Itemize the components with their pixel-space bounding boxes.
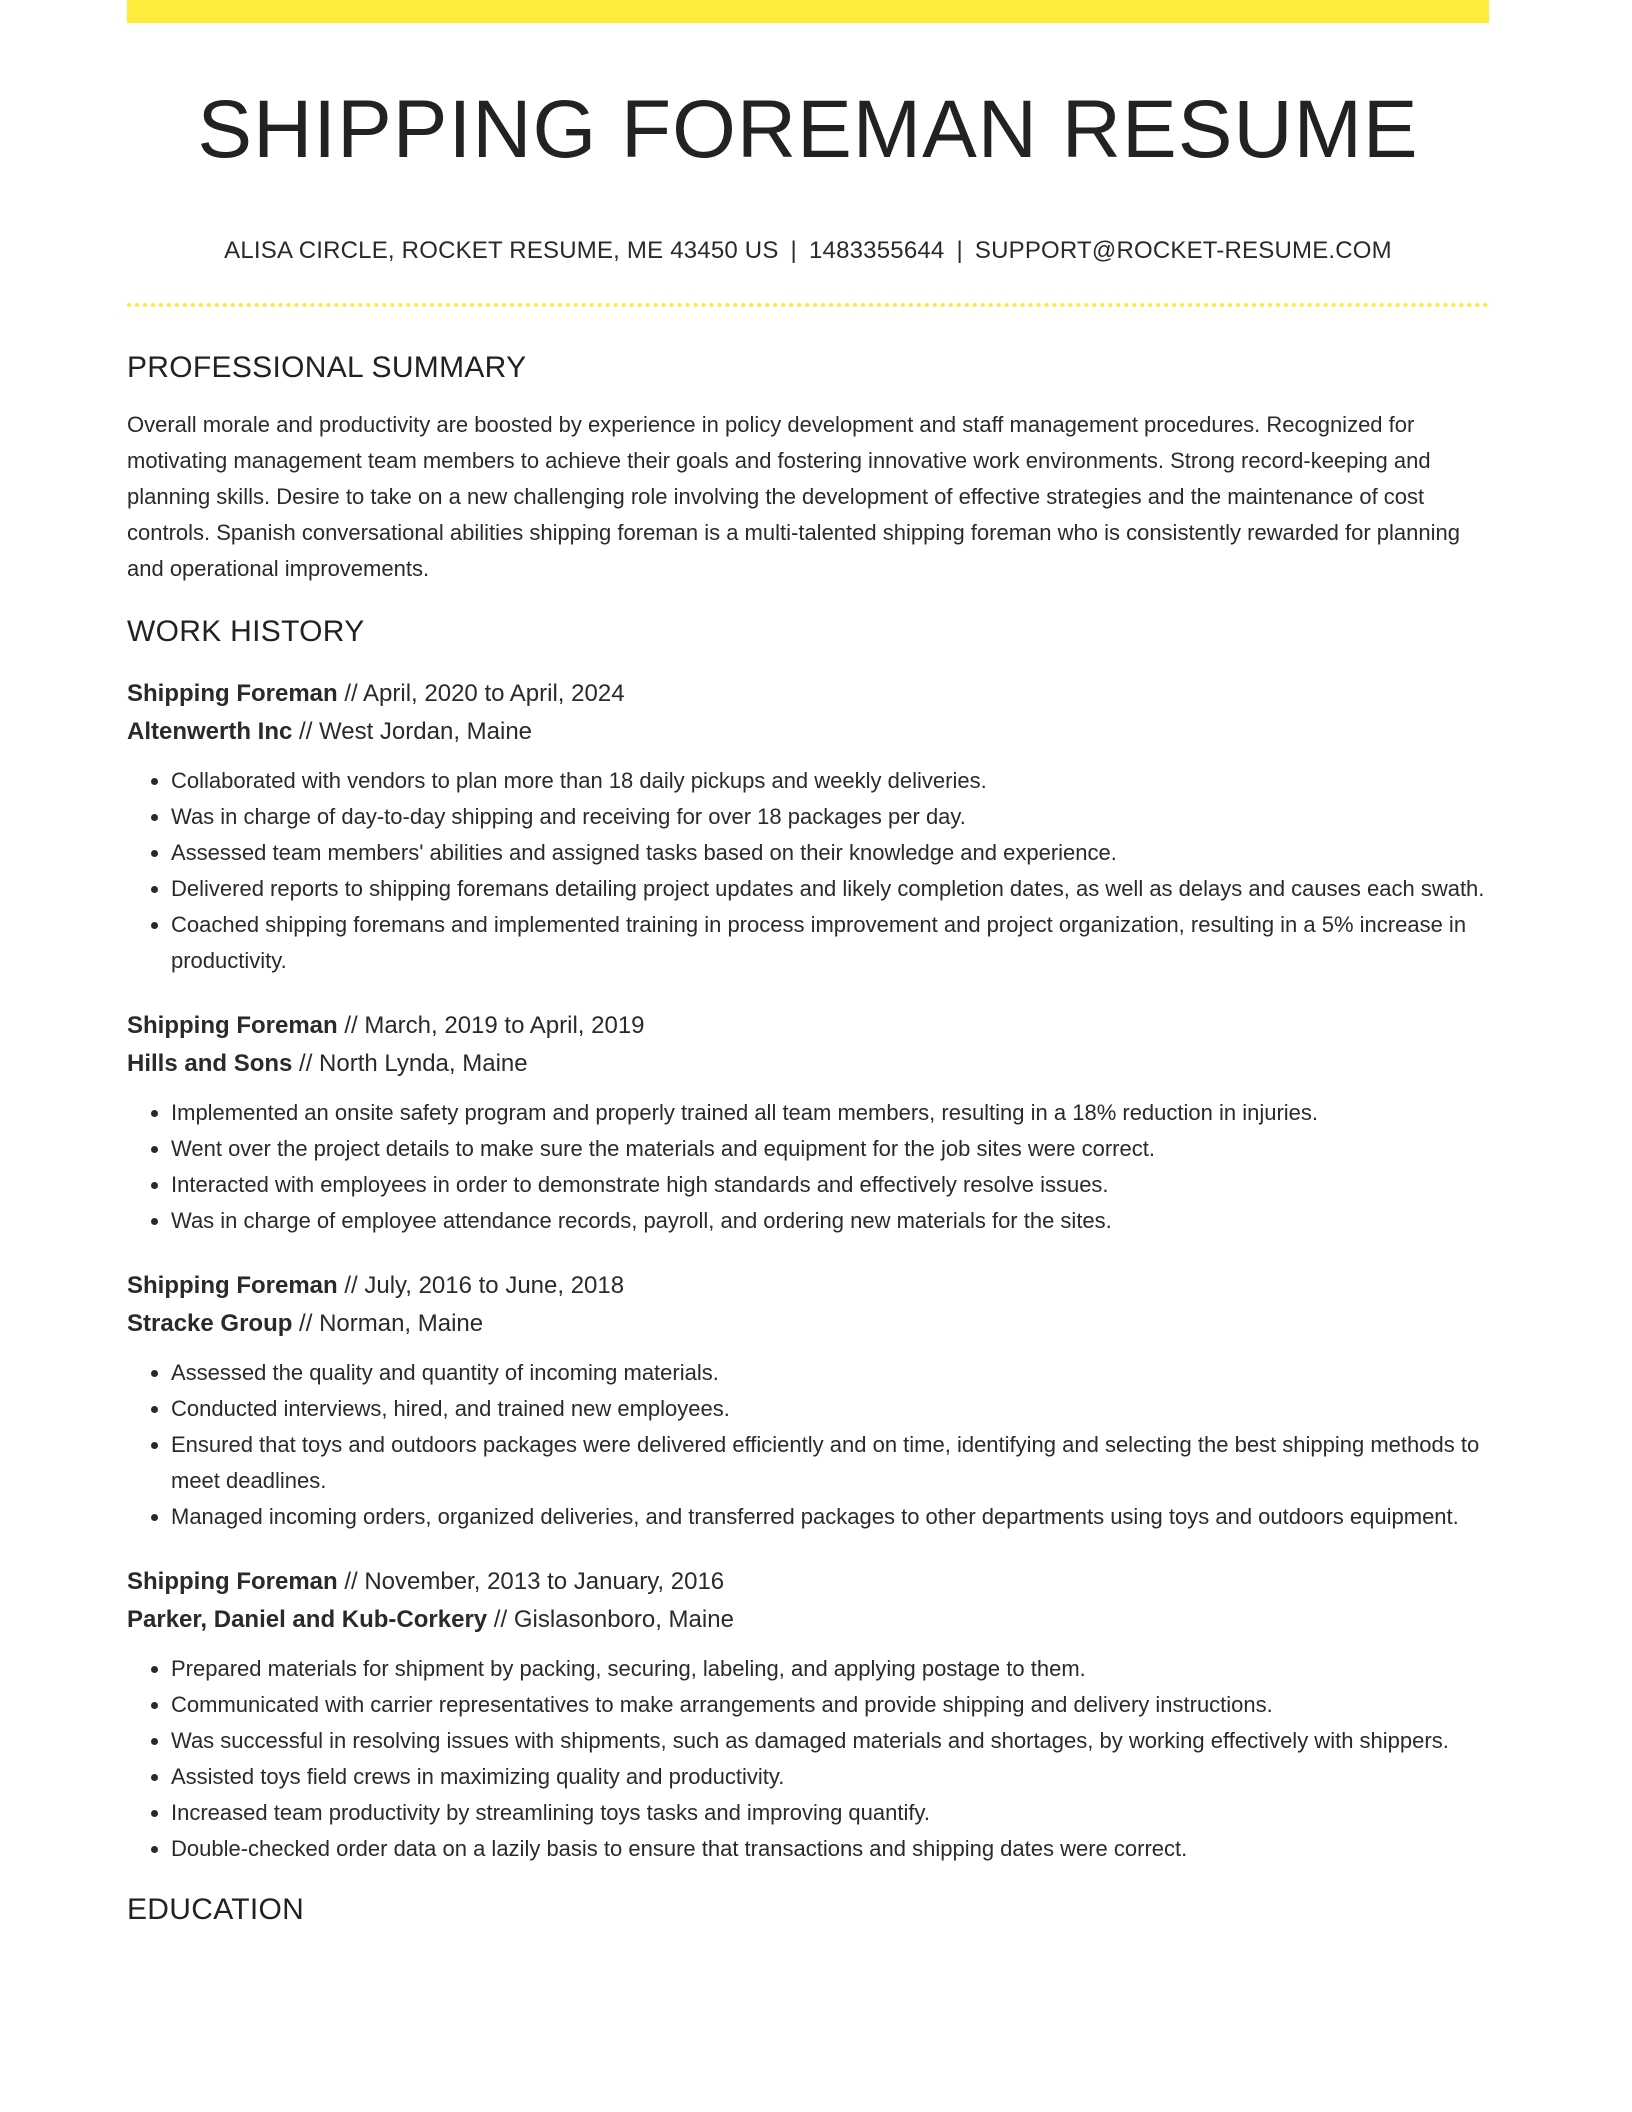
job-company: Parker, Daniel and Kub-Corkery — [127, 1606, 488, 1634]
job-bullet: • Increased team productivity by streamlining toys tasks and improving quantify. — [171, 1795, 1489, 1831]
job-bullet: • Communicated with carrier representatives to make arrangements and provide shipping and delivery instructions. — [171, 1687, 1489, 1723]
job-delimiter: // — [337, 680, 364, 708]
job-title: Shipping Foreman — [127, 1012, 338, 1040]
job-company: Altenwerth Inc — [127, 718, 293, 746]
work-history-heading: WORK HISTORY — [127, 615, 365, 649]
job-entry — [127, 1267, 1489, 1535]
job-bullet: • Ensured that toys and outdoors packages were delivered efficiently and on time, identifying and selecting the best shipping methods to meet deadlines. — [171, 1427, 1489, 1499]
resume-page — [127, 0, 1489, 1927]
job-location: Norman, Maine — [319, 1310, 484, 1338]
job-bullet: • Interacted with employees in order to demonstrate high standards and effectively resolve issues. — [171, 1167, 1489, 1203]
job-dates: March, 2019 to April, 2019 — [364, 1012, 645, 1040]
job-delimiter: // — [292, 718, 320, 746]
job-location: Gislasonboro, Maine — [513, 1606, 734, 1634]
job-entry — [127, 675, 1489, 979]
job-location: North Lynda, Maine — [319, 1050, 528, 1078]
work-history-list — [127, 675, 1489, 1867]
contact-line — [127, 237, 1489, 265]
job-delimiter: // — [292, 1310, 320, 1338]
summary-heading: PROFESSIONAL SUMMARY — [127, 351, 527, 385]
job-title-line — [127, 1563, 1489, 1601]
job-dates: November, 2013 to January, 2016 — [364, 1568, 725, 1596]
job-company-line — [127, 1601, 1489, 1639]
page-title: SHIPPING FOREMAN RESUME — [197, 84, 1419, 175]
job-bullets — [127, 1651, 1489, 1867]
job-title-line — [127, 1007, 1489, 1045]
job-bullet: • Double-checked order data on a lazily basis to ensure that transactions and shipping dates were correct. — [171, 1831, 1489, 1867]
education-heading: EDUCATION — [127, 1893, 305, 1927]
job-dates: July, 2016 to June, 2018 — [364, 1272, 625, 1300]
job-delimiter: // — [487, 1606, 514, 1634]
contact-separator: | — [790, 237, 797, 265]
job-bullets — [127, 1355, 1489, 1535]
job-title: Shipping Foreman — [127, 1272, 338, 1300]
job-company: Stracke Group — [127, 1310, 293, 1338]
job-bullet: • Collaborated with vendors to plan more than 18 daily pickups and weekly deliveries. — [171, 763, 1489, 799]
job-title: Shipping Foreman — [127, 680, 338, 708]
job-title-line — [127, 675, 1489, 713]
job-bullet: • Was successful in resolving issues with shipments, such as damaged materials and shortages, by working effectively with shippers. — [171, 1723, 1489, 1759]
job-bullet: • Was in charge of employee attendance records, payroll, and ordering new materials for the sites. — [171, 1203, 1489, 1239]
job-company: Hills and Sons — [127, 1050, 293, 1078]
job-bullets — [127, 1095, 1489, 1239]
job-bullet: • Went over the project details to make sure the materials and equipment for the job sites were correct. — [171, 1131, 1489, 1167]
job-bullets — [127, 763, 1489, 979]
top-accent-bar — [127, 0, 1489, 23]
job-delimiter: // — [337, 1568, 365, 1596]
job-company-line — [127, 1305, 1489, 1343]
job-title-line — [127, 1267, 1489, 1305]
job-delimiter: // — [292, 1050, 320, 1078]
job-bullet: • Assessed team members' abilities and assigned tasks based on their knowledge and experience. — [171, 835, 1489, 871]
job-delimiter: // — [337, 1272, 365, 1300]
job-delimiter: // — [337, 1012, 365, 1040]
contact-email[interactable]: SUPPORT@ROCKET-RESUME.COM — [974, 237, 1392, 265]
contact-separator: | — [956, 237, 963, 265]
job-bullet: • Assisted toys field crews in maximizing quality and productivity. — [171, 1759, 1489, 1795]
job-bullet: • Assessed the quality and quantity of incoming materials. — [171, 1355, 1489, 1391]
job-bullet: • Delivered reports to shipping foremans detailing project updates and likely completion dates, as well as delays and causes each swath. — [171, 871, 1489, 907]
job-company-line — [127, 713, 1489, 751]
job-bullet: • Managed incoming orders, organized deliveries, and transferred packages to other departments using toys and outdoors equipment. — [171, 1499, 1489, 1535]
job-bullet: • Was in charge of day-to-day shipping and receiving for over 18 packages per day. — [171, 799, 1489, 835]
job-bullet: • Coached shipping foremans and implemented training in process improvement and project organization, resulting in a 5% increase in productivity. — [171, 907, 1489, 979]
job-bullet: • Conducted interviews, hired, and trained new employees. — [171, 1391, 1489, 1427]
job-bullet: • Prepared materials for shipment by packing, securing, labeling, and applying postage to them. — [171, 1651, 1489, 1687]
job-location: West Jordan, Maine — [319, 718, 533, 746]
contact-address: ALISA CIRCLE, ROCKET RESUME, ME 43450 US — [224, 237, 779, 265]
dotted-divider — [127, 303, 1489, 307]
summary-text: Overall morale and productivity are boosted by experience in policy development and staff management procedures. Recognized for motivating management team members to achieve their goals and fostering innovative work environments. Strong record-keeping and planning skills. Desire to take on a new challenging role involving the development of effective strategies and the maintenance of cost controls. Spanish conversational abilities shipping foreman is a multi-talented shipping foreman who is consistently rewarded for planning and operational improvements. — [127, 412, 1460, 582]
contact-phone[interactable]: 1483355644 — [808, 237, 945, 265]
job-entry — [127, 1563, 1489, 1867]
job-entry — [127, 1007, 1489, 1239]
job-dates: April, 2020 to April, 2024 — [363, 680, 625, 708]
job-title: Shipping Foreman — [127, 1568, 338, 1596]
job-company-line — [127, 1045, 1489, 1083]
job-bullet: • Implemented an onsite safety program and properly trained all team members, resulting in a 18% reduction in injuries. — [171, 1095, 1489, 1131]
